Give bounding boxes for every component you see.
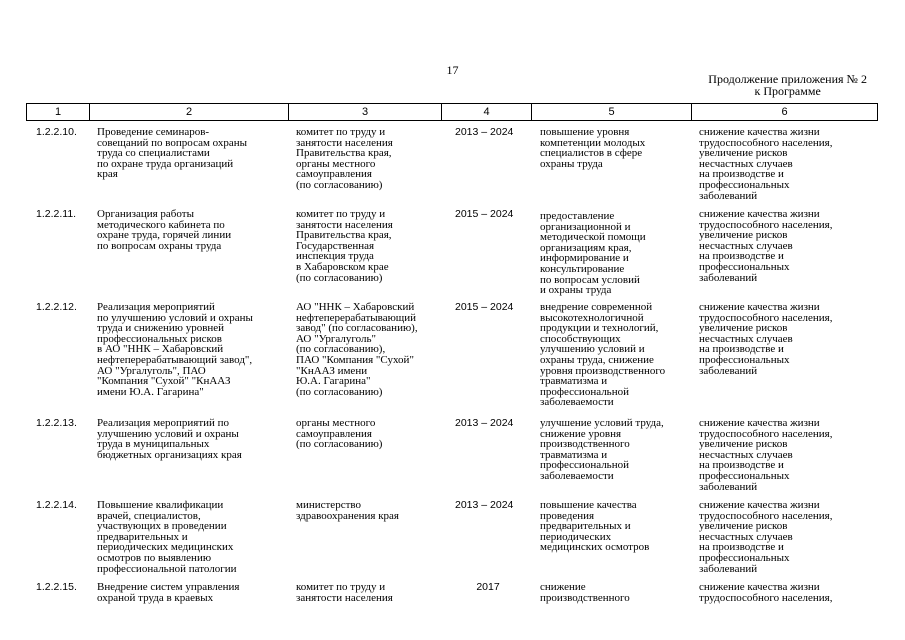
consequence-text: снижение качества жизни трудоспособного населения, увеличение рисков несчастных случаев на производстве и профессиональных заболеваний bbox=[699, 126, 833, 202]
period-text: 2015 – 2024 bbox=[455, 301, 514, 313]
result-text: предоставление организационной и методической помощи организациям края, информирование и консультирование по вопросам условий и охраны труда bbox=[540, 210, 646, 297]
consequence-text: снижение качества жизни трудоспособного населения, увеличение рисков несчастных случаев на производстве и профессиональных заболеваний bbox=[699, 208, 833, 284]
row-number: 1.2.2.11. bbox=[36, 208, 77, 220]
consequence-text: снижение качества жизни трудоспособного населения, увеличение рисков несчастных случаев на производстве и профессиональных заболеваний bbox=[699, 499, 833, 575]
page-number: 17 bbox=[446, 63, 459, 77]
event-text: Организация работы методического кабинета по охране труда, горячей линии по вопросам охраны труда bbox=[97, 208, 232, 252]
row-number: 1.2.2.15. bbox=[36, 581, 77, 593]
appendix-caption bbox=[708, 73, 867, 97]
responsible-text: органы местного самоуправления (по согласованию) bbox=[296, 417, 383, 451]
result-text: повышение качества проведения предварительных и периодических медицинских осмотров bbox=[540, 499, 650, 554]
row-number: 1.2.2.14. bbox=[36, 499, 77, 511]
period-text: 2017 bbox=[476, 581, 500, 593]
row-number: 1.2.2.12. bbox=[36, 301, 77, 313]
column-number-2: 2 bbox=[90, 104, 289, 121]
row-number: 1.2.2.10. bbox=[36, 126, 77, 138]
responsible-text: комитет по труду и занятости населения Правительства края, Государственная инспекция труда в Хабаровском крае (по согласованию) bbox=[296, 208, 393, 284]
event-text: Повышение квалификации врачей, специалистов, участвующих в проведении предварительных и периодических медицинских осмотров по выявлению профессиональной патологии bbox=[97, 499, 237, 575]
event-text: Реализация мероприятий по улучшению условий и охраны труда и снижению уровней профессиональных рисков в АО "ННК – Хабаровский нефтеперерабатывающий завод", АО "Ургалуголь", ПАО "Компания "Сухой" "КнААЗ имени Ю.А. Гагарина" bbox=[97, 301, 253, 398]
event-text: Внедрение систем управления охраной труда в краевых bbox=[97, 581, 240, 604]
period-text: 2015 – 2024 bbox=[455, 208, 514, 220]
column-number-header bbox=[26, 103, 878, 121]
result-text: улучшение условий труда, снижение уровня производственного травматизма и профессиональной заболеваемости bbox=[540, 417, 664, 482]
event-text: Проведение семинаров- совещаний по вопросам охраны труда со специалистами по охране труда организаций края bbox=[97, 126, 248, 181]
column-number-1: 1 bbox=[27, 104, 90, 121]
result-text: повышение уровня компетенции молодых специалистов в сфере охраны труда bbox=[540, 126, 646, 170]
column-number-4: 4 bbox=[442, 104, 532, 121]
period-text: 2013 – 2024 bbox=[455, 417, 514, 429]
responsible-text: комитет по труду и занятости населения bbox=[296, 581, 393, 604]
row-number: 1.2.2.13. bbox=[36, 417, 77, 429]
appendix-line-1: Продолжение приложения № 2 bbox=[708, 72, 867, 86]
period-text: 2013 – 2024 bbox=[455, 499, 514, 511]
column-number-6: 6 bbox=[692, 104, 878, 121]
column-number-3: 3 bbox=[289, 104, 442, 121]
appendix-line-2: к Программе bbox=[754, 84, 821, 98]
column-number-5: 5 bbox=[532, 104, 692, 121]
responsible-text: министерство здравоохранения края bbox=[296, 499, 399, 522]
result-text: снижение производственного bbox=[540, 581, 630, 604]
result-text: внедрение современной высокотехнологичной продукции и технологий, способствующих улучшению условий и охраны труда, снижение уровня производственного травматизма и профессиональной заболеваемости bbox=[540, 301, 666, 409]
responsible-text: комитет по труду и занятости населения Правительства края, органы местного самоуправления (по согласованию) bbox=[296, 126, 393, 191]
responsible-text: АО "ННК – Хабаровский нефтеперерабатывающий завод" (по согласованию), АО "Ургалуголь" (по согласованию), ПАО "Компания "Сухой" "КнААЗ имени Ю.А. Гагарина" (по согласованию) bbox=[296, 301, 418, 398]
consequence-text: снижение качества жизни трудоспособного населения, увеличение рисков несчастных случаев на производстве и профессиональных заболеваний bbox=[699, 417, 833, 493]
consequence-text: снижение качества жизни трудоспособного населения, bbox=[699, 581, 833, 604]
consequence-text: снижение качества жизни трудоспособного населения, увеличение рисков несчастных случаев на производстве и профессиональных заболеваний bbox=[699, 301, 833, 377]
period-text: 2013 – 2024 bbox=[455, 126, 514, 138]
event-text: Реализация мероприятий по улучшению условий и охраны труда в муниципальных бюджетных организациях края bbox=[97, 417, 242, 461]
